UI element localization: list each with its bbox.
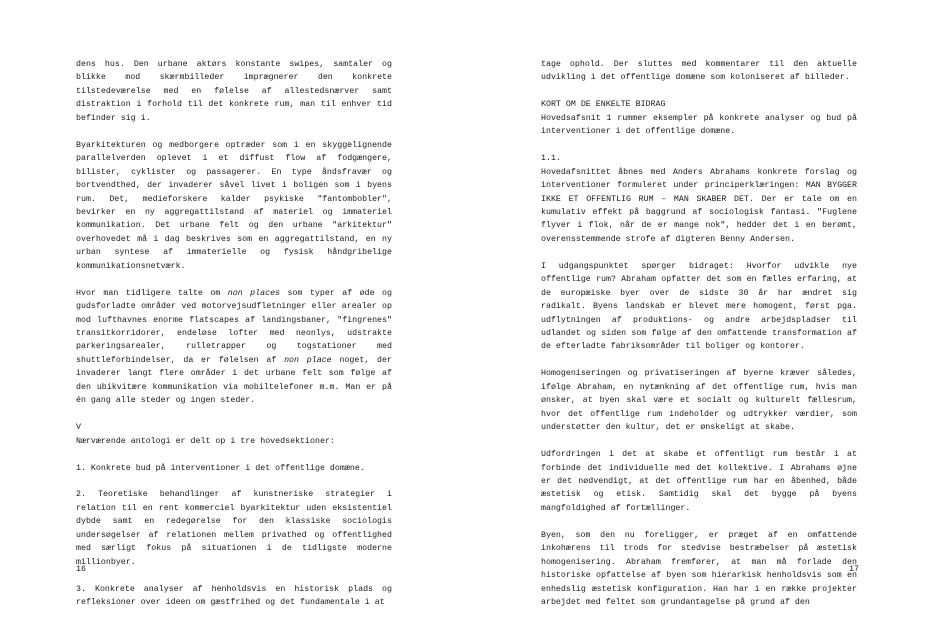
section-heading-text: Hovedsafsnit 1 rummer eksempler på konkrete analyser og bud på interventioner i det offentlige domæne. bbox=[541, 113, 857, 137]
paragraph: Hovedafsnittet åbnes med Anders Abrahams konkrete forslag og interventioner formuleret under principerklæringen: MAN BYGGER IKKE ET OFFENTLIG RUM – MAN SKABER DET. Der er tale om en kumulativ effekt på baggrund af sociologisk fantasi. "Fuglene flyver i flok, når de er mange nok", hedder det i en berømt, overensstemmende strofe af digteren Benny Andersen. bbox=[541, 167, 857, 244]
text-run: Hvor man tidligere talte om bbox=[76, 288, 228, 298]
italic-term: non places bbox=[227, 288, 281, 298]
paragraph: dens hus. Den urbane aktørs konstante swipes, samtaler og blikke mod skærmbilleder imprægnerer den konkrete tilstedeværelse med en følelse af allestedsnærver samt distraktion i forhold til det konkrete rum, man til enhver tid befinder sig i. bbox=[76, 60, 392, 123]
paragraph: Homogeniseringen og privatiseringen af byerne kræver således, ifølge Abraham, en nytænkning af det offentlige rum, hvis man ønsker, at byen skal være et socialt og kulturelt fællesrum, hvor det offentlige rum indeholder og udtrykker værdier, som understøtter den kultur, det er ønskeligt at skabe. bbox=[541, 369, 857, 433]
section-intro: Nærværende antologi er delt op i tre hovedsektioner: bbox=[76, 436, 335, 446]
page-number-left: 16 bbox=[76, 565, 86, 574]
paragraph-non-places bbox=[76, 287, 392, 408]
page-number-right: 17 bbox=[849, 565, 859, 574]
subsection-number: 1.1. bbox=[541, 154, 561, 164]
text-run: som typer af øde og gudsforladte områder ved motorvejsudfletninger eller arealer op mod lufthavnes enorme flatscapes af landingsbaner, "fingrenes" transitkorridorer, endeløse lofter med neonlys, udstrakte parkeringsarealer, rulletrapper og togstationer med shuttleforbindelser, da er følelsen af bbox=[76, 288, 392, 365]
paragraph: I udgangspunktet spørger bidraget: Hvorfor udvikle nye offentlige rum? Abraham opfatter det som en fælles erfaring, at de europæiske byer over de sidste 30 år har ændret sig radikalt. Byens landskab er blevet mere homogent, først pga. udflytningen af produktions- og andre arbejdspladser til udlandet og siden som følge af den omfattende transformation af de efterladte fabriksområder til boliger og kontorer. bbox=[541, 261, 857, 352]
paragraph: Byarkitekturen og medborgere optræder som i en skyggelignende parallelverden oplevet i et diffust flow af fodgængere, bilister, cyklister og passagerer. En type åndsfravær og bortvendthed, der invaderer såvel livet i boligen som i byens rum. Det, medieforskere kalder psykiske "fantombobler", bevirker en ny aggregattilstand af materiel og immateriel kommunikation. Det urbane felt og den urbane "arkitektur" overhovedet må i dag beskrives som en aggregattilstand, en ny urban syntese af immaterielle og fysisk håndgribelige kommunikationsnetværk. bbox=[76, 140, 392, 271]
list-item: 2. Teoretiske behandlinger af kunstneriske strategier i relation til en rent kommerciel byarkitektur uden eksistentiel dybde samt en redegørelse for den klassiske sociologis undersøgelser af relationen mellem privathed og offentlighed med særligt fokus på situationen i de tidligste moderne millionbyer. bbox=[76, 490, 392, 567]
paragraph: Udfordringen i det at skabe et offentligt rum består i at forbinde det individuelle med det kollektive. I Abrahams øjne er det nødvendigt, at det offentlige rum har en åbenhed, både æstetisk og etisk. Samtidig skal det bygge på byens mangfoldighed af fortællinger. bbox=[541, 450, 857, 513]
section-heading: KORT OM DE ENKELTE BIDRAG bbox=[541, 100, 666, 110]
left-page bbox=[76, 58, 392, 623]
list-item: 3. Konkrete analyser af henholdsvis en historisk plads og refleksioner over ideen om gæstfrihed og det fundamentale i at bbox=[76, 584, 392, 608]
section-marker: V bbox=[76, 423, 81, 433]
text-run: noget, der invaderer langt flere områder i det urbane felt som følge af den ubikvitære kommunikation via mobiltelefoner m.m. Man er på én gang alle steder og ingen steder. bbox=[76, 355, 392, 406]
paragraph: tage ophold. Der sluttes med kommentarer til den aktuelle udvikling i det offentlige domæne som koloniseret af billeder. bbox=[541, 60, 857, 83]
list-item: 1. Konkrete bud på interventioner i det offentlige domæne. bbox=[76, 463, 365, 473]
italic-term: non place bbox=[284, 355, 332, 365]
right-page bbox=[541, 58, 857, 623]
paragraph: Byen, som den nu foreligger, er præget af en omfattende inkohærens til trods for stedvise bestræbelser på æstetisk homogenisering. Abraham fremfører, at man må forlade den historiske opfattelse af byen som hierarkisk henholdsvis som en enhedslig æstetisk konfiguration. Han har i en række projekter arbejdet med feltet som grundantagelse på grund af den bbox=[541, 530, 857, 608]
